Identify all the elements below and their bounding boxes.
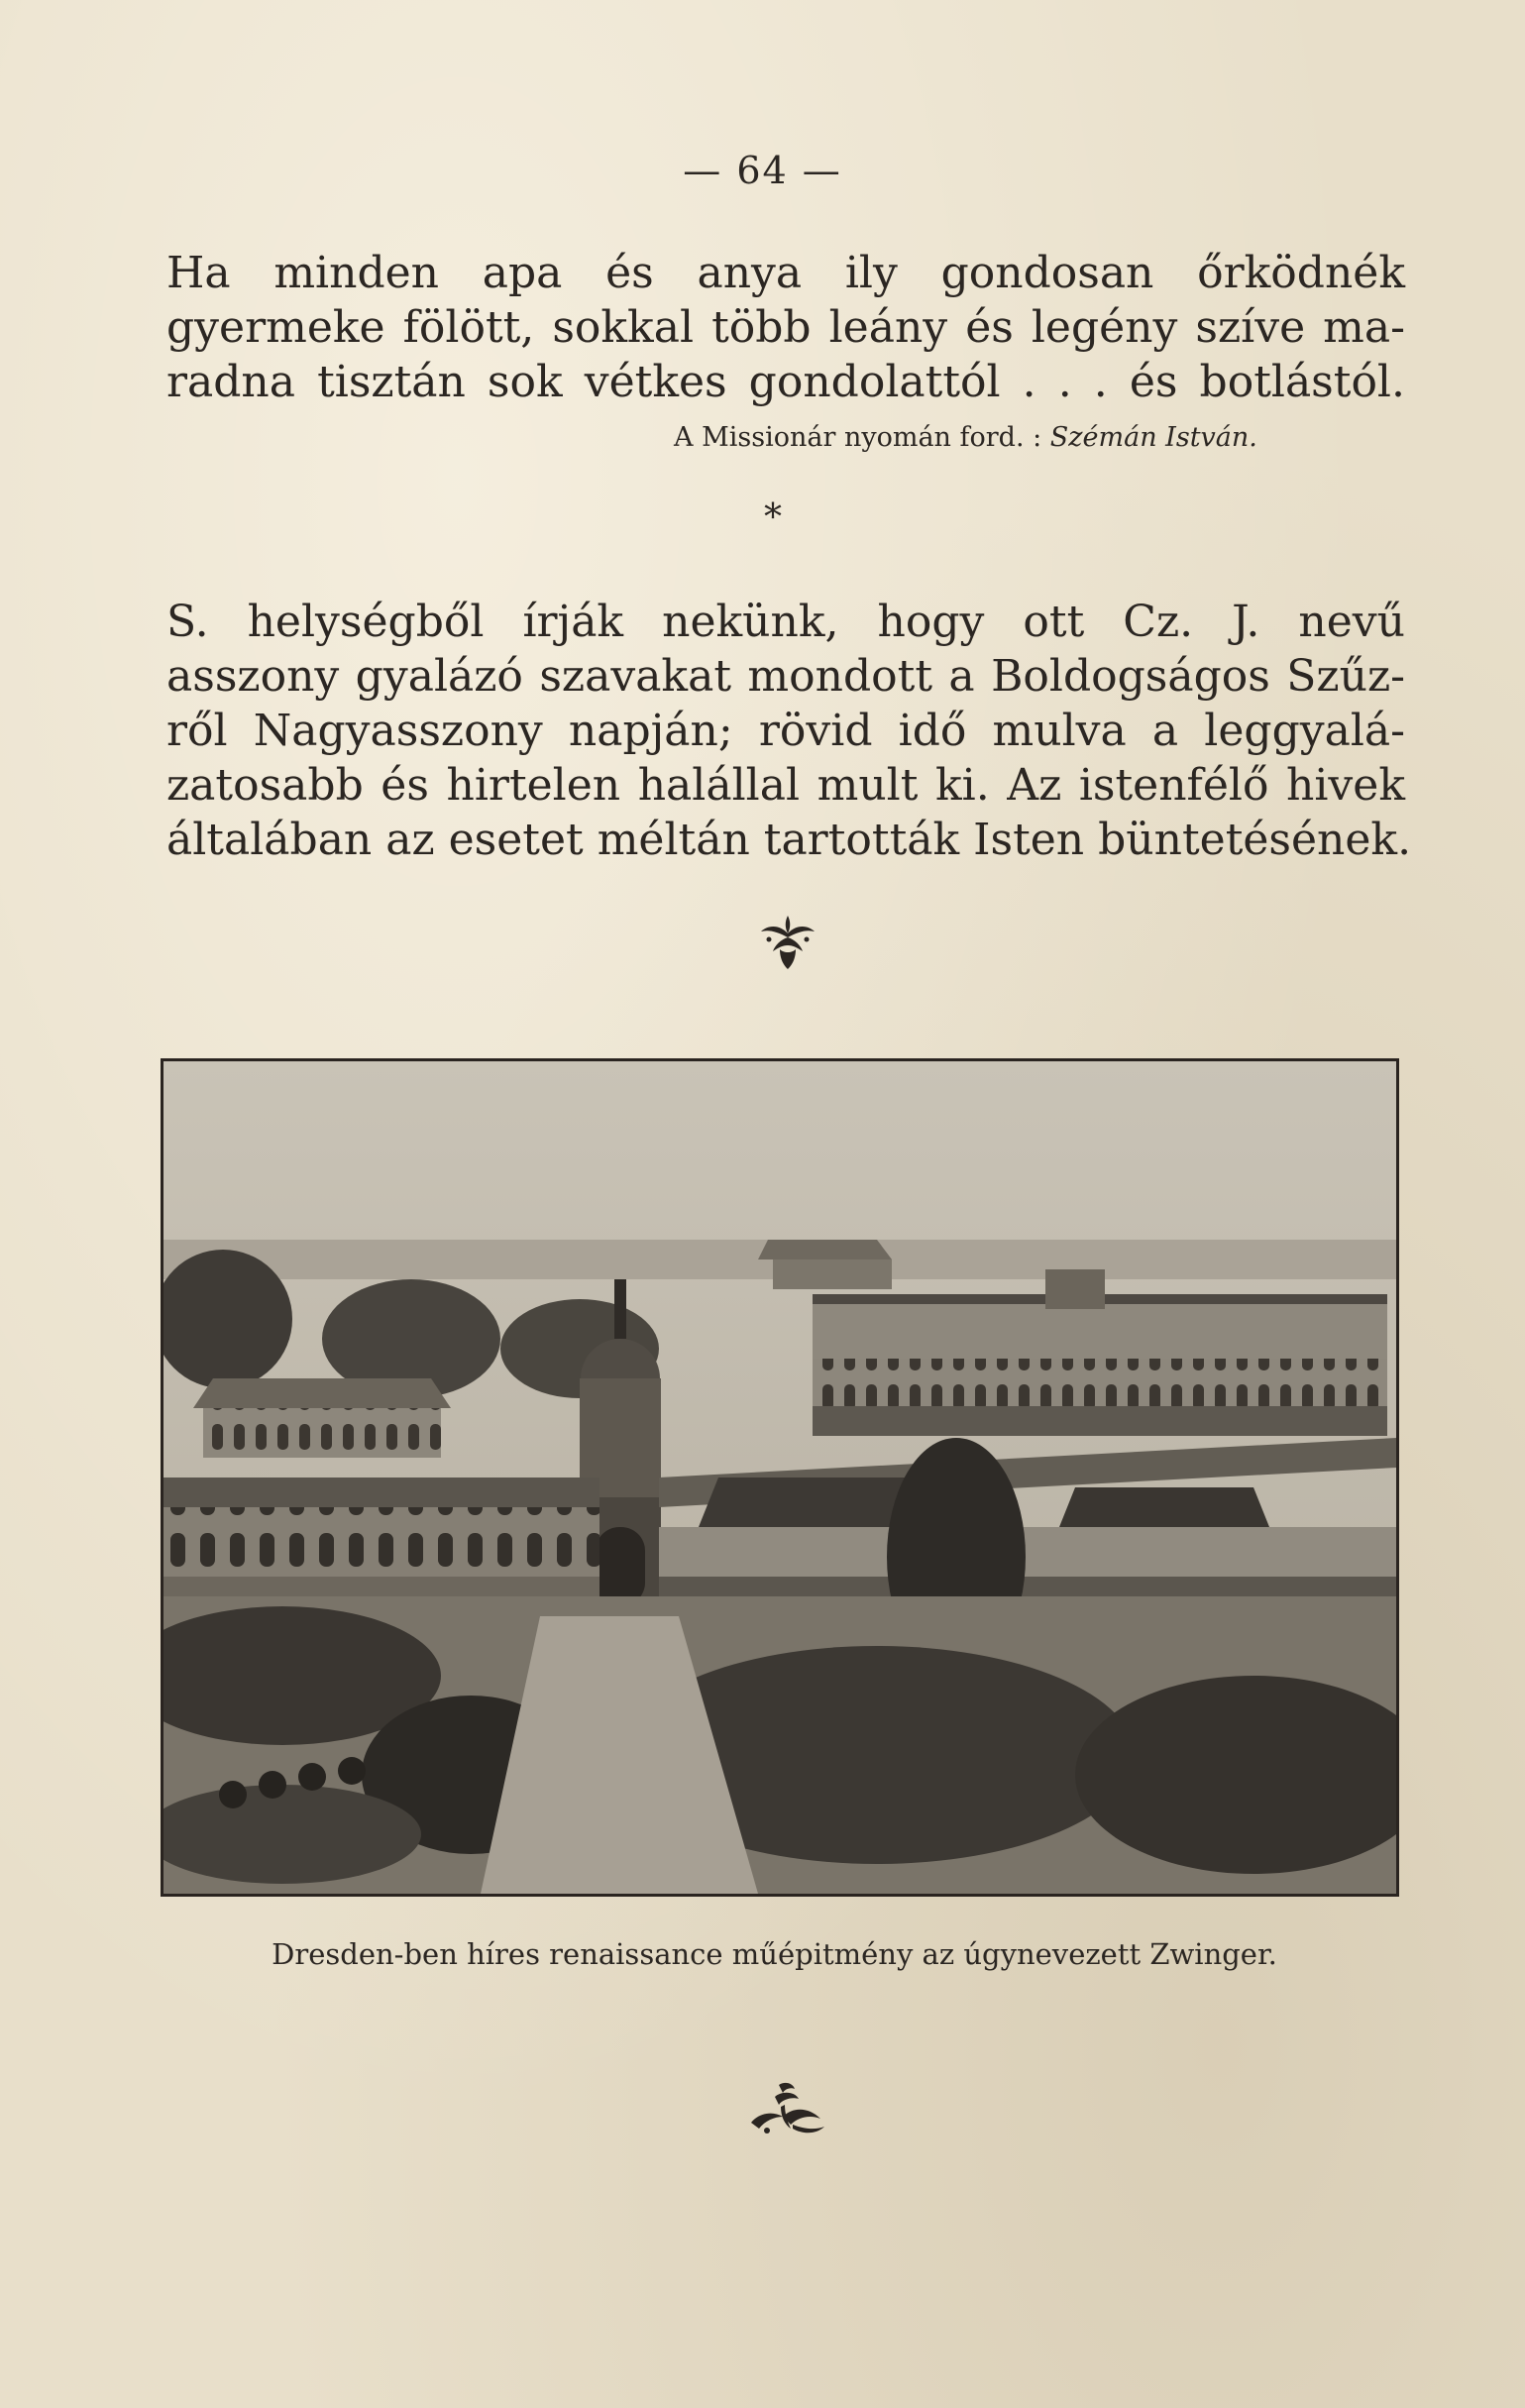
paragraph-1-line: gyermeke fölött, sokkal több leány és legény szíve ma- [166, 302, 1405, 353]
figure-caption: Dresden-ben híres renaissance műépitmény az úgynevezett Zwinger. [272, 1937, 1277, 1971]
attribution-prefix: A Missionár nyomán ford. : [674, 422, 1050, 453]
floral-vignette-icon [745, 2079, 828, 2138]
attribution-author: Szémán István. [1049, 422, 1257, 453]
section-separator: * [764, 497, 782, 538]
attribution [674, 422, 1257, 453]
page-number: — 64 — [683, 149, 842, 192]
paragraph-1-line: radna tisztán sok vétkes gondolattól . . . és botlástól. [166, 357, 1405, 407]
paragraph-2-line: általában az esetet méltán tartották Isten büntetésének. [166, 815, 1412, 865]
paragraph-1-line: Ha minden apa és anya ily gondosan őrködnék [166, 248, 1405, 298]
paragraph-2-line: S. helységből írják nekünk, hogy ott Cz. J. nevű [166, 597, 1405, 647]
floral-ornament-icon [755, 910, 820, 973]
paragraph-2 [166, 595, 1412, 867]
paragraph-1 [166, 246, 1405, 409]
paragraph-2-line: asszony gyalázó szavakat mondott a Boldogságos Szűz- [166, 651, 1405, 702]
paragraph-2-line: zatosabb és hirtelen halállal mult ki. Az istenfélő hivek [166, 760, 1405, 811]
paragraph-2-line: ről Nagyasszony napján; rövid idő mulva a leggyalá- [166, 706, 1405, 756]
zwinger-photo-icon [161, 1058, 1399, 1897]
